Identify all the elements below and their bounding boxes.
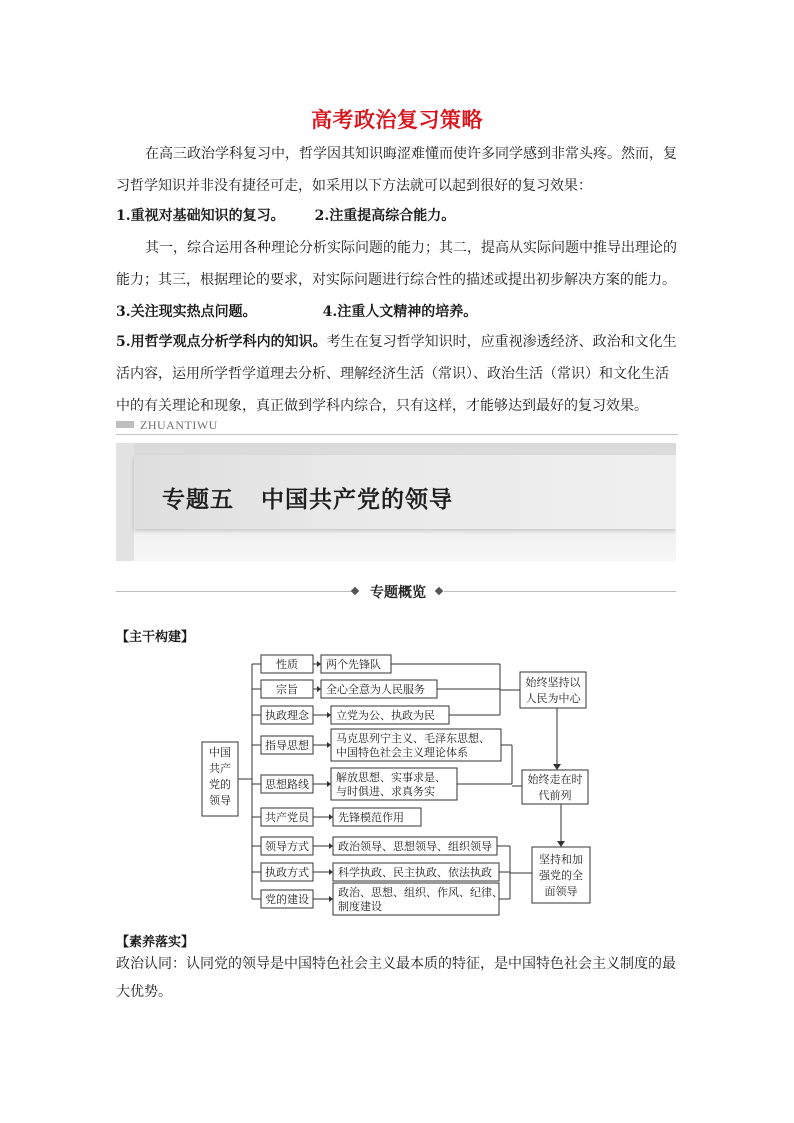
point-1: 1.重视对基础知识的复习。 [116,208,285,224]
root-text-1: 共产 [209,762,231,775]
arrow-head-3 [327,742,331,748]
summary-text-2-2: 面领导 [544,885,578,898]
desc-text-4-1: 与时俱进、求真务实 [336,785,435,798]
desc-text-5-0: 先锋模范作用 [338,811,404,824]
category-text-5: 共产党员 [265,811,309,824]
summary-text-1-1: 代前列 [538,789,572,802]
main-build-label: 【主干构建】 [116,630,195,645]
desc-text-3-0: 马克思列宁主义、毛泽东思想、 [336,732,490,745]
category-text-3: 指导思想 [265,739,309,752]
overview-title: 专题概览 [370,585,426,601]
root-text-0: 中国 [209,746,231,759]
category-text-6: 领导方式 [265,840,309,853]
arrow-head-4 [327,781,331,787]
arrow-head-6 [329,843,333,849]
category-text-8: 党的建设 [265,893,309,906]
summary-text-0-1: 人民为中心 [525,692,581,705]
point-2: 2.注重提高综合能力。 [314,208,456,224]
summary-text-1-0: 始终走在时 [527,773,583,786]
category-text-2: 执政理念 [265,709,309,722]
tag-text: ZHUANTIWU [140,418,218,432]
literacy-label: 【素养落实】 [116,935,195,950]
root-text-2: 党的 [209,778,231,791]
point-5-text: 考生在复习哲学知识时，应重视渗透经济、政治和文化生活内容，运用所学哲学道理去分析、理解经济生活（常识）、政治生活（常识）和文化生活中的有关理论和现象，真正做到学科内综合，只有这样，才能够达到最好的复习效果。 [116,334,677,414]
desc-text-0-0: 两个先锋队 [326,658,381,671]
arrow-head-1 [317,686,321,692]
point-5-heading: 5.用哲学观点分析学科内的知识。 [116,334,327,350]
summary-text-0-0: 始终坚持以 [525,676,581,689]
desc-text-3-1: 中国特色社会主义理论体系 [336,746,468,759]
category-text-4: 思想路线 [265,778,309,791]
summary-text-2-0: 坚持和加 [539,853,583,866]
category-text-7: 执政方式 [265,866,309,879]
v-arrow-head-1 [553,764,561,770]
desc-text-2-0: 立党为公、执政为民 [336,709,435,722]
desc-text-8-1: 制度建设 [338,900,382,913]
arrow-head-5 [329,814,333,820]
banner-num: 专题五 [162,487,234,513]
summary-text-2-1: 强党的全 [539,869,583,882]
arrow-head-2 [327,712,331,718]
arrow-head-8 [329,896,333,902]
intro-paragraph: 在高三政治学科复习中，哲学因其知识晦涩难懂而使许多同学感到非常头疼。然而，复习哲学知识并非没有捷径可走，如采用以下方法就可以起到很好的复习效果： [116,146,677,194]
desc-text-1-0: 全心全意为人民服务 [326,683,425,696]
desc-text-8-0: 政治、思想、组织、作风、纪律、 [338,886,503,899]
category-text-0: 性质 [276,658,298,671]
desc-text-6-0: 政治领导、思想领导、组织领导 [338,840,492,853]
v-arrow-head-2 [557,841,565,847]
category-text-1: 宗旨 [276,683,298,696]
arrow-head-7 [329,869,333,875]
banner-name: 中国共产党的领导 [261,487,454,513]
desc-text-7-0: 科学执政、民主执政、依法执政 [338,866,492,879]
page-title: 高考政治复习策略 [311,108,483,132]
arrow-head-0 [317,661,321,667]
point-4: 4.注重人文精神的培养。 [322,304,478,320]
point-2-detail: 其一，综合运用各种理论分析实际问题的能力；其二，提高从实际问题中推导出理论的能力；其三，根据理论的要求，对实际问题进行综合性的描述或提出初步解决方案的能力。 [116,240,677,288]
literacy-text: 政治认同：认同党的领导是中国特色社会主义最本质的特征，是中国特色社会主义制度的最大优势。 [116,956,676,1000]
root-text-3: 领导 [209,794,231,807]
desc-text-4-0: 解放思想、实事求是、 [336,771,446,784]
point-3: 3.关注现实热点问题。 [116,304,257,320]
